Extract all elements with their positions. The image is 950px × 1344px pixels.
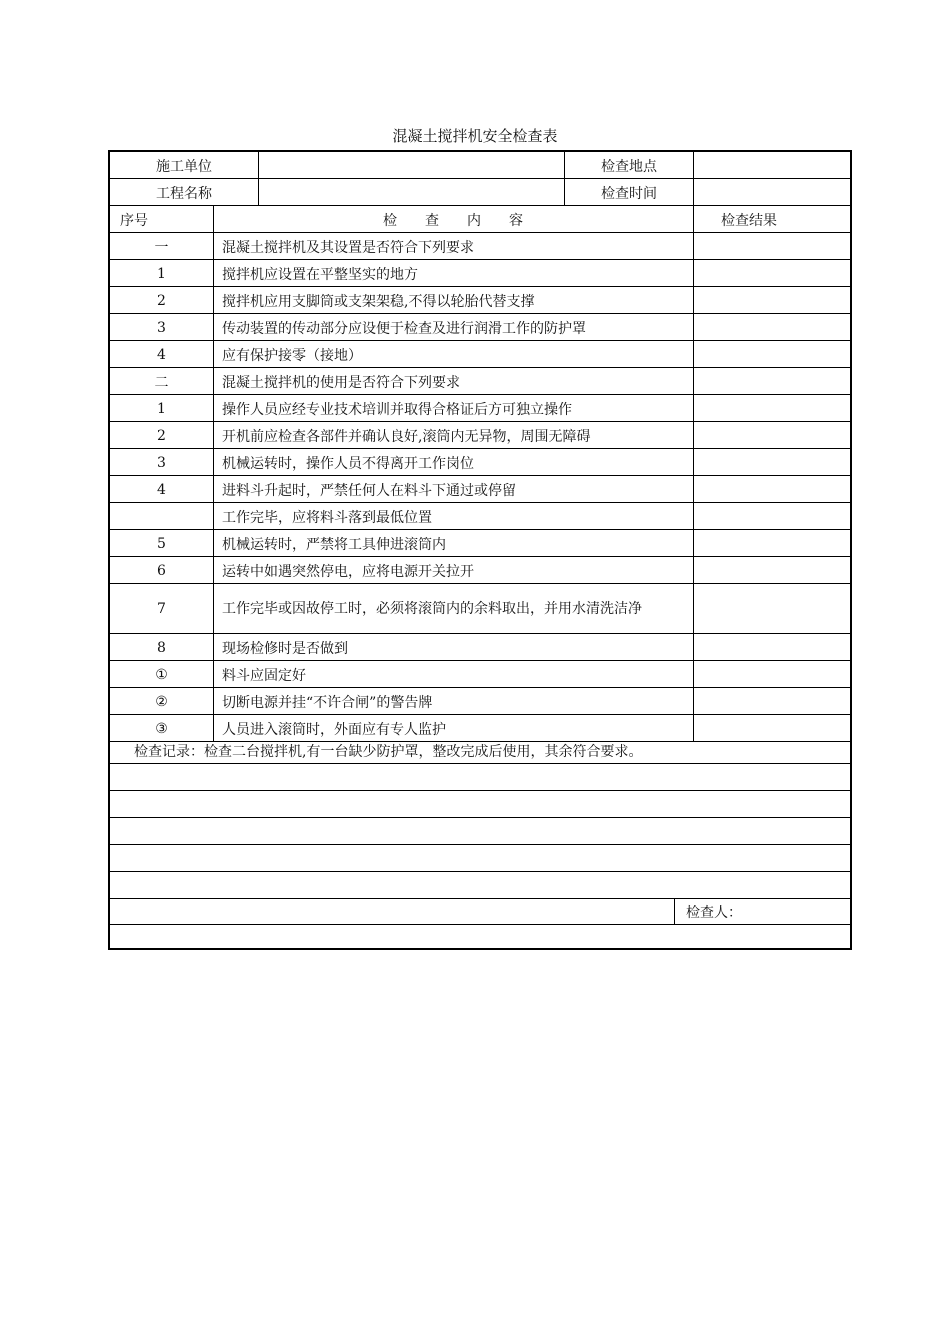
- row-seq: ②: [155, 693, 168, 710]
- row-content: 混凝土搅拌机的使用是否符合下列要求: [222, 374, 460, 391]
- row-content: 切断电源并挂“不许合闸”的警告牌: [222, 694, 433, 711]
- row-content: 工作完毕，应将料斗落到最低位置: [222, 509, 432, 526]
- row-content: 机械运转时，严禁将工具伸进滚筒内: [222, 536, 446, 553]
- row-seq: 一: [154, 239, 169, 256]
- row-content: 传动装置的传动部分应设便于检查及进行润滑工作的防护罩: [222, 320, 586, 337]
- row-seq: 2: [157, 292, 166, 309]
- row-seq: ①: [155, 666, 168, 683]
- location-value[interactable]: [694, 152, 852, 179]
- row-seq: 3: [157, 454, 166, 471]
- row-result[interactable]: [694, 661, 852, 688]
- column-divider: [693, 688, 694, 715]
- column-divider: [693, 449, 694, 476]
- row-content: 现场检修时是否做到: [222, 640, 348, 657]
- column-divider: [693, 422, 694, 449]
- row-content: 料斗应固定好: [222, 667, 306, 684]
- row-divider: [110, 898, 850, 899]
- row-divider: [110, 924, 850, 925]
- column-divider: [213, 314, 214, 341]
- column-divider: [674, 898, 675, 924]
- row-divider: [110, 714, 850, 715]
- row-content: 应有保护接零（接地）: [222, 347, 362, 364]
- row-result[interactable]: [694, 634, 852, 661]
- inspection-record: 检查记录：检查二台搅拌机,有一台缺少防护罩，整改完成后使用，其余符合要求。: [134, 743, 643, 760]
- row-divider: [110, 259, 850, 260]
- column-divider: [213, 260, 214, 287]
- row-divider: [110, 741, 850, 742]
- column-divider: [693, 661, 694, 688]
- row-seq: 5: [157, 535, 166, 552]
- content-column-header: 检 查 内 容: [383, 212, 523, 229]
- location-label: 检查地点: [601, 158, 657, 175]
- inspector-label: 检查人：: [686, 904, 742, 921]
- row-result[interactable]: [694, 476, 852, 503]
- column-divider: [213, 341, 214, 368]
- row-divider: [110, 817, 850, 818]
- row-divider: [110, 502, 850, 503]
- row-divider: [110, 687, 850, 688]
- row-divider: [110, 763, 850, 764]
- row-divider: [110, 660, 850, 661]
- row-result[interactable]: [694, 530, 852, 557]
- column-divider: [693, 584, 694, 634]
- row-seq: 二: [154, 374, 169, 391]
- row-seq: 3: [157, 319, 166, 336]
- row-content: 搅拌机应设置在平整坚实的地方: [222, 266, 418, 283]
- column-divider: [693, 152, 694, 206]
- column-divider: [693, 476, 694, 503]
- row-result[interactable]: [694, 449, 852, 476]
- row-result[interactable]: [694, 260, 852, 287]
- unit-value[interactable]: [259, 152, 564, 179]
- row-divider: [110, 556, 850, 557]
- row-content: 搅拌机应用支脚筒或支架架稳,不得以轮胎代替支撑: [222, 293, 535, 310]
- row-seq: 2: [157, 427, 166, 444]
- row-result[interactable]: [694, 395, 852, 422]
- row-seq: ③: [155, 720, 168, 737]
- row-content: 混凝土搅拌机及其设置是否符合下列要求: [222, 239, 474, 256]
- project-label: 工程名称: [156, 185, 212, 202]
- column-divider: [693, 715, 694, 742]
- row-result[interactable]: [694, 314, 852, 341]
- row-content: 开机前应检查各部件并确认良好,滚筒内无异物，周围无障碍: [222, 428, 591, 445]
- row-divider: [110, 529, 850, 530]
- row-divider: [110, 232, 850, 233]
- row-result[interactable]: [694, 557, 852, 584]
- unit-label: 施工单位: [156, 158, 212, 175]
- column-divider: [693, 341, 694, 368]
- row-divider: [110, 286, 850, 287]
- column-divider: [213, 661, 214, 688]
- row-content: 工作完毕或因故停工时，必须将滚筒内的余料取出，并用水清洗洁净: [222, 601, 642, 617]
- row-divider: [110, 790, 850, 791]
- row-content: 人员进入滚筒时，外面应有专人监护: [222, 721, 446, 738]
- row-divider: [110, 340, 850, 341]
- column-divider: [693, 260, 694, 287]
- row-content: 运转中如遇突然停电，应将电源开关拉开: [222, 563, 474, 580]
- row-result[interactable]: [694, 368, 852, 395]
- column-divider: [693, 233, 694, 260]
- column-divider: [213, 233, 214, 260]
- column-divider: [693, 503, 694, 530]
- row-result[interactable]: [694, 233, 852, 260]
- column-divider: [213, 634, 214, 661]
- column-divider: [213, 476, 214, 503]
- column-divider: [213, 368, 214, 395]
- row-seq: 7: [157, 601, 166, 617]
- column-divider: [213, 395, 214, 422]
- column-divider: [693, 314, 694, 341]
- row-seq: 1: [157, 400, 166, 417]
- row-result[interactable]: [694, 341, 852, 368]
- column-divider: [213, 688, 214, 715]
- column-divider: [258, 152, 259, 206]
- column-divider: [693, 206, 694, 233]
- column-divider: [213, 206, 214, 233]
- column-divider: [213, 503, 214, 530]
- column-divider: [213, 449, 214, 476]
- row-divider: [110, 313, 850, 314]
- row-divider: [110, 475, 850, 476]
- row-seq: 8: [157, 639, 166, 656]
- row-divider: [110, 633, 850, 634]
- row-content: 机械运转时，操作人员不得离开工作岗位: [222, 455, 474, 472]
- row-divider: [110, 583, 850, 584]
- row-result[interactable]: [694, 287, 852, 314]
- column-divider: [693, 557, 694, 584]
- row-result[interactable]: [694, 503, 852, 530]
- column-divider: [213, 584, 214, 634]
- column-divider: [693, 395, 694, 422]
- result-column-header: 检查结果: [721, 212, 777, 229]
- project-value[interactable]: [259, 179, 564, 206]
- row-divider: [110, 178, 850, 179]
- row-divider: [110, 367, 850, 368]
- row-result[interactable]: [694, 422, 852, 449]
- row-seq: 4: [157, 346, 166, 363]
- time-label: 检查时间: [601, 185, 657, 202]
- document-title: 混凝土搅拌机安全检查表: [392, 127, 558, 145]
- row-content: 操作人员应经专业技术培训并取得合格证后方可独立操作: [222, 401, 572, 418]
- row-seq: 4: [157, 481, 166, 498]
- seq-column-header: 序号: [120, 212, 148, 229]
- row-divider: [110, 844, 850, 845]
- column-divider: [213, 287, 214, 314]
- row-divider: [110, 448, 850, 449]
- row-divider: [110, 205, 850, 206]
- inspection-table: [108, 150, 852, 950]
- column-divider: [213, 530, 214, 557]
- column-divider: [213, 422, 214, 449]
- column-divider: [213, 715, 214, 742]
- row-seq: 6: [157, 562, 166, 579]
- column-divider: [693, 287, 694, 314]
- row-seq: [110, 503, 213, 530]
- row-content: 进料斗升起时，严禁任何人在料斗下通过或停留: [222, 482, 516, 499]
- column-divider: [564, 152, 565, 206]
- column-divider: [213, 557, 214, 584]
- row-result[interactable]: [694, 688, 852, 715]
- row-divider: [110, 421, 850, 422]
- row-seq: 1: [157, 265, 166, 282]
- row-result[interactable]: [694, 584, 852, 634]
- column-divider: [693, 530, 694, 557]
- column-divider: [693, 368, 694, 395]
- column-divider: [693, 634, 694, 661]
- row-divider: [110, 871, 850, 872]
- time-value[interactable]: [694, 179, 852, 206]
- row-divider: [110, 394, 850, 395]
